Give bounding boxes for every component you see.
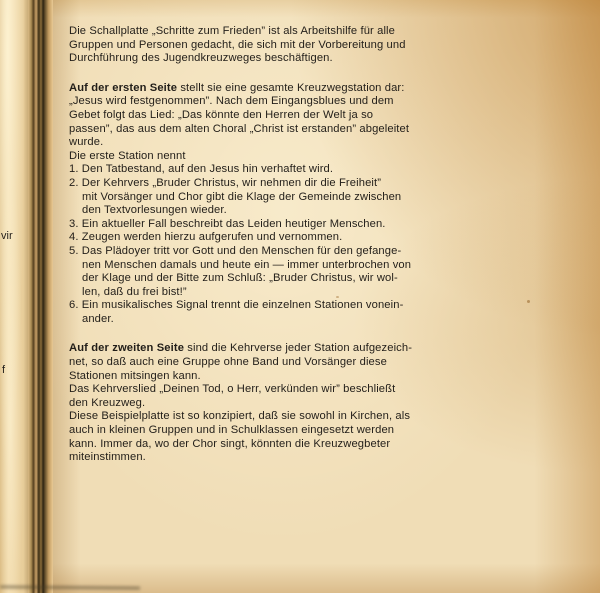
text-run: der Klage und der Bitte zum Schluß: „Bruder Christus, wir wol- [82,272,398,285]
paragraph [69,82,469,327]
text-run: 5. Das Plädoyer tritt vor Gott und den Menschen für den gefange- [69,244,402,257]
text-run: Das Kehrverslied „Deinen Tod, o Herr, verkünden wir” beschließt [69,383,396,396]
text-line [69,123,469,137]
text-line [69,163,469,177]
text-line [69,204,469,218]
text-line [69,245,469,259]
text-run: len, daß du frei bist!” [82,285,187,298]
text-line [69,52,469,66]
text-run: mit Vorsänger und Chor gibt die Klage der Gemeinde zwischen [82,190,402,203]
text-run: ander. [82,312,114,325]
text-line [69,299,469,313]
bold-lead-in: Auf der ersten Seite [69,81,178,94]
text-run: Durchführung des Jugendkreuzweges beschäftigen. [69,52,333,65]
text-line [69,259,469,273]
text-run: Stationen mitsingen kann. [69,369,201,382]
text-line [69,438,469,452]
text-run: Gebet folgt das Lied: „Das könnte den Herren der Welt ja so [69,108,374,121]
text-run: 4. Zeugen werden hierzu aufgerufen und vernommen. [69,231,343,244]
text-run: nen Menschen damals und heute ein — immer unterbrochen von [82,258,412,271]
text-line [69,356,469,370]
text-run: Gruppen und Personen gedacht, die sich mit der Vorbereitung und [69,38,406,51]
text-line [69,95,469,109]
text-column [69,25,469,465]
text-run: Die Schallplatte „Schritte zum Frieden” ist als Arbeitshilfe für alle [69,25,396,37]
paper-speck [336,296,339,298]
paragraph [69,342,469,464]
text-run: auch in kleinen Gruppen und in Schulklassen eingesetzt werden [69,424,395,437]
bold-lead-in: Auf der zweiten Seite [69,342,185,355]
text-line [69,272,469,286]
margin-text-fragment: f [2,364,6,376]
text-run: den Kreuzweg. [69,396,146,409]
text-line [69,191,469,205]
text-line [69,218,469,232]
text-line [69,397,469,411]
text-line [69,286,469,300]
text-run: net, so daß auch eine Gruppe ohne Band und Vorsänger diese [69,356,387,369]
text-run: passen”, das aus dem alten Choral „Christ ist erstanden” abgeleitet [69,122,410,135]
text-run: stellt sie eine gesamte Kreuzwegstation dar: [177,81,405,94]
text-run: sind die Kehrverse jeder Station aufgezeich- [184,342,413,355]
text-line [69,177,469,191]
text-line [69,370,469,384]
text-run: 3. Ein aktueller Fall beschreibt das Leiden heutiger Menschen. [69,217,386,230]
text-run: 6. Ein musikalisches Signal trennt die einzelnen Stationen vonein- [69,299,404,312]
text-line [69,25,469,39]
text-line [69,136,469,150]
previous-page-edge [0,0,30,593]
text-run: „Jesus wird festgenommen”. Nach dem Eingangsblues und dem [69,95,394,108]
book-gutter-fold [28,0,55,593]
text-run: 1. Den Tatbestand, auf den Jesus hin verhaftet wird. [69,163,334,176]
text-run: Die erste Station nennt [69,149,186,162]
text-run: Diese Beispielplatte ist so konzipiert, daß sie sowohl in Kirchen, als [69,410,411,423]
text-run: miteinstimmen. [69,451,146,464]
text-line [69,424,469,438]
text-line [69,410,469,424]
text-run: wurde. [69,136,104,149]
paper-speck [527,300,530,303]
text-line [69,313,469,327]
text-run: kann. Immer da, wo der Chor singt, könnten die Kreuzwegbeter [69,437,391,450]
text-line [69,150,469,164]
text-run: den Textvorlesungen wieder. [82,204,227,217]
paragraph [69,25,469,66]
text-line [69,82,469,96]
margin-text-fragment: vir [1,230,13,242]
text-line [69,383,469,397]
text-line [69,39,469,53]
text-line [69,231,469,245]
text-line [69,342,469,356]
text-line [69,109,469,123]
text-run: 2. Der Kehrvers „Bruder Christus, wir nehmen dir die Freiheit” [69,176,382,189]
text-line [69,451,469,465]
